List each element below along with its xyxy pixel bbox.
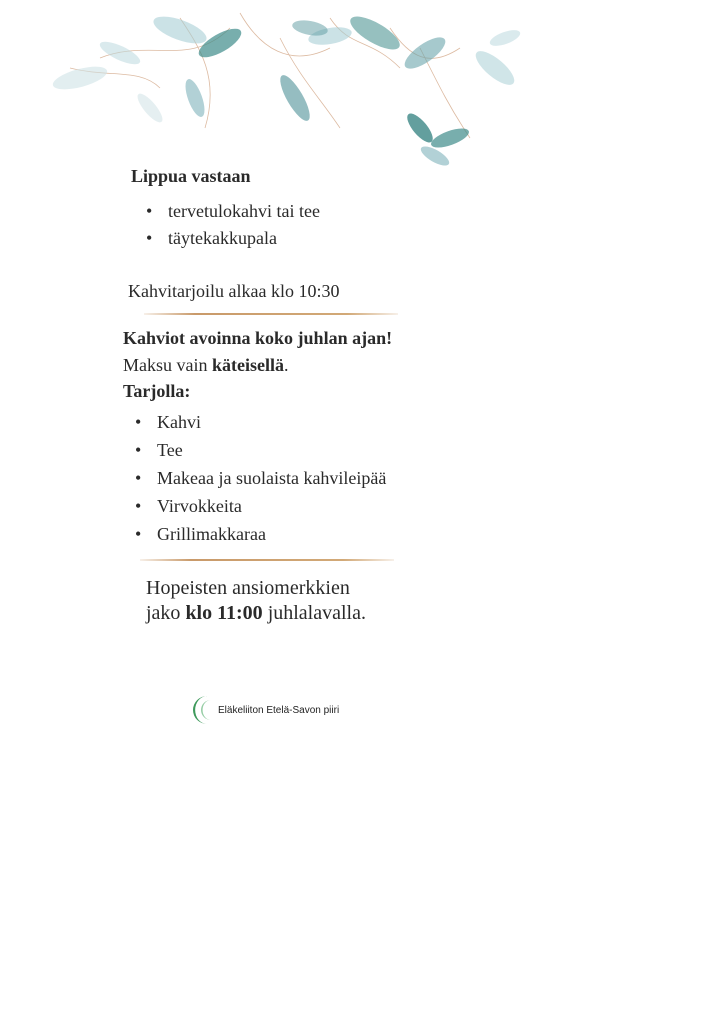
divider (140, 559, 394, 561)
payment-text (123, 355, 289, 376)
list-item: • tervetulokahvi tai tee (144, 198, 320, 225)
list-item: • Makeaa ja suolaista kahvileipää (133, 464, 386, 492)
list-item: • Grillimakkaraa (133, 520, 386, 548)
medal-line-1: Hopeisten ansiomerkkien (146, 577, 350, 599)
payment-method: käteisellä (212, 355, 284, 375)
organization-logo (185, 693, 339, 727)
medal-prefix: jako (146, 602, 186, 624)
crescent-logo-icon (185, 693, 215, 727)
ticket-heading: Lippua vastaan (131, 166, 251, 186)
list-item: • Virvokkeita (133, 492, 386, 520)
medal-announcement (146, 576, 366, 626)
offer-item-list (133, 408, 386, 548)
organization-name: Eläkeliiton Etelä-Savon piiri (218, 704, 340, 716)
medal-line-2 (146, 601, 366, 626)
list-item: • täytekakkupala (144, 225, 320, 252)
payment-prefix: Maksu vain (123, 355, 212, 375)
coffee-start-text: Kahvitarjoilu alkaa klo 10:30 (128, 281, 340, 301)
offer-heading: Tarjolla: (123, 381, 191, 401)
medal-time: klo 11:00 (185, 602, 263, 624)
payment-suffix: . (284, 355, 289, 375)
floral-decoration (30, 8, 530, 168)
medal-suffix: juhlalavalla. (262, 602, 366, 624)
cafe-heading: Kahviot avoinna koko juhlan ajan! (123, 328, 393, 348)
list-item: • Kahvi (133, 408, 386, 436)
ticket-item-list (144, 198, 320, 252)
list-item: • Tee (133, 436, 386, 464)
divider (144, 313, 398, 315)
